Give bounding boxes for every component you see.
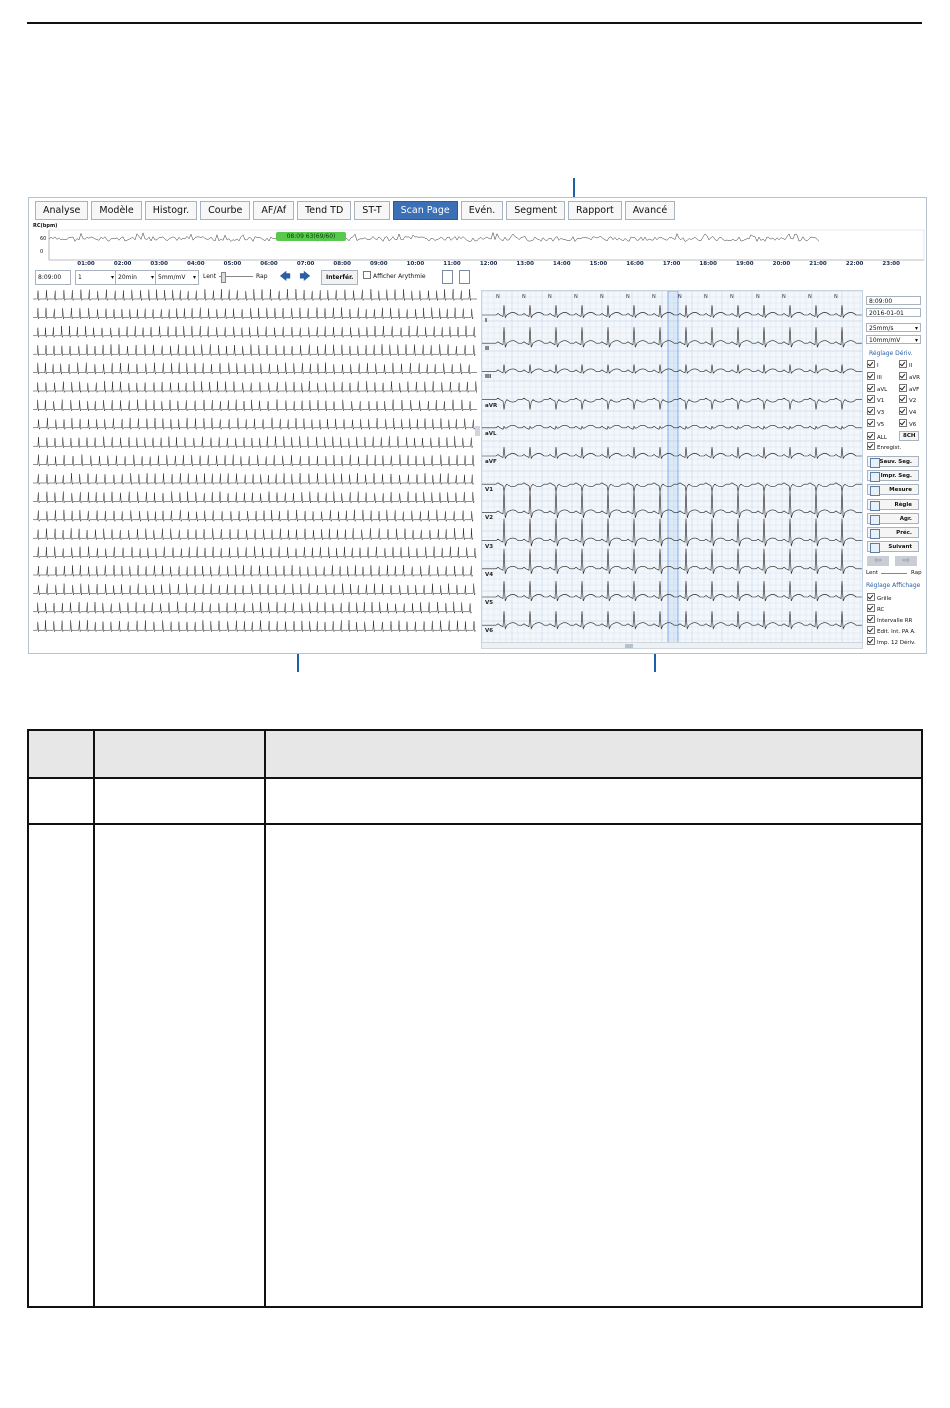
trend-axis-label: RC(bpm) (33, 223, 58, 229)
horizontal-scrollbar[interactable] (481, 642, 863, 649)
time-axis-tick: 18:00 (699, 261, 717, 267)
checkbox-icon (867, 593, 875, 601)
table-row-divider-1 (29, 777, 921, 779)
duration-select[interactable] (115, 270, 157, 285)
side-button-label: Règle (894, 501, 912, 508)
checkbox-icon (899, 419, 907, 427)
checkbox-icon (867, 626, 875, 634)
gain-select[interactable] (155, 270, 199, 285)
tab-af-af[interactable]: AF/Af (253, 201, 294, 220)
checkbox-icon (899, 407, 907, 415)
vertical-scroll-handle[interactable] (475, 426, 480, 436)
time-axis-tick: 07:00 (296, 261, 315, 267)
trend-curve (29, 222, 926, 262)
side-time-value: 8:09:00 (869, 298, 893, 305)
side-button-label: Sauv. Seg. (879, 459, 912, 465)
8ch-button-label: 8CH (903, 433, 916, 439)
ecg-overview-strip (33, 307, 473, 319)
checkbox-icon (867, 419, 875, 427)
time-axis-tick: 01:00 (77, 261, 95, 267)
time-axis-tick: 17:00 (662, 261, 681, 267)
lead-checkbox-v3[interactable] (867, 407, 884, 417)
gain-select-value: 5mm/mV (158, 274, 186, 281)
ecg-overview-panel[interactable] (33, 288, 477, 641)
beat-label: N (704, 294, 708, 300)
chevron-down-icon: ▾ (110, 274, 114, 281)
chevron-down-icon: ▾ (192, 274, 196, 281)
display-checkbox-intervalle-rr[interactable] (867, 615, 912, 625)
side-speed-slider[interactable] (881, 573, 907, 574)
ecg-overview-strip (33, 436, 473, 447)
lead-checkbox-i[interactable] (867, 360, 879, 370)
print-doc-icon[interactable] (459, 270, 470, 284)
lead-label: V6 (485, 628, 494, 635)
display-checkbox-rc[interactable] (867, 604, 884, 614)
trend-cursor-marker[interactable]: 08:09 63(69/60) (276, 232, 346, 241)
time-axis-tick: 05:00 (223, 261, 242, 267)
lead-checkbox-v1[interactable] (867, 395, 884, 405)
lead-label: I (485, 318, 488, 324)
ecg-overview-strip (33, 363, 477, 375)
checkbox-icon (867, 407, 875, 415)
ecg-overview-strip (33, 602, 472, 614)
lead-label: V4 (485, 571, 494, 578)
display-checkbox-edit-int-pa-a-[interactable] (867, 626, 916, 636)
all-leads-checkbox[interactable] (867, 432, 887, 442)
page-top-rule (27, 22, 922, 24)
heart-rate-trend[interactable] (29, 222, 926, 262)
ecg-overview-strip (33, 344, 475, 355)
side-button-pr-c-[interactable] (867, 527, 919, 538)
side-slow-label: Lent (866, 570, 878, 576)
lead-checkbox-label: V4 (909, 410, 917, 417)
beat-label: N (756, 294, 760, 300)
lead-label: aVR (485, 402, 498, 409)
side-button-impr-seg-[interactable] (867, 470, 919, 481)
side-button-label: Suivant (888, 544, 912, 551)
time-axis-tick: 22:00 (845, 261, 864, 267)
slider-thumb[interactable] (221, 272, 226, 283)
checkbox-icon (899, 395, 907, 403)
lead-checkbox-v2[interactable] (899, 395, 916, 405)
beat-label: N (730, 294, 734, 300)
lead-label: V3 (485, 543, 494, 550)
time-axis-tick: 06:00 (260, 261, 278, 267)
ecg-detail-strips (482, 291, 862, 643)
ecg-overview-strip (33, 620, 476, 632)
lead-checkbox-label: V2 (909, 398, 917, 405)
ecg-overview-strip (33, 565, 473, 577)
interference-button[interactable]: Interfér. (321, 270, 358, 285)
lead-checkbox-label: V6 (909, 422, 917, 428)
display-checkbox-grille[interactable] (867, 593, 892, 603)
time-axis-tick: 04:00 (187, 261, 205, 267)
ecg-12-lead-detail-panel[interactable] (481, 290, 863, 644)
time-axis-tick: 09:00 (370, 261, 388, 267)
side-time-field[interactable] (866, 296, 921, 305)
time-axis-tick: 13:00 (516, 261, 534, 267)
checkbox-icon (899, 384, 907, 392)
display-settings-title: Réglage Affichage (866, 582, 921, 589)
speed-slider[interactable] (219, 270, 253, 283)
checkbox-icon (363, 271, 371, 279)
duration-select-value: 20min (118, 274, 137, 281)
lead-label: II (485, 346, 490, 353)
ecg-overview-strip (33, 326, 476, 338)
checkbox-icon (867, 604, 875, 612)
previous-page-icon (870, 529, 880, 539)
next-page-arrow-icon[interactable]: ⇨ (895, 556, 917, 566)
time-axis-tick: 16:00 (626, 261, 644, 267)
display-checkbox-label: Grille (877, 596, 892, 602)
speed-slow-label: Lent (203, 273, 217, 280)
lead-checkbox-label: V3 (877, 410, 885, 417)
scrollbar-thumb[interactable] (625, 644, 633, 648)
display-checkbox-label: Imp. 12 Dériv. (877, 640, 916, 646)
tab-mod-le[interactable]: Modèle (91, 201, 141, 220)
checkbox-icon (867, 395, 875, 403)
time-axis-tick: 10:00 (406, 261, 425, 267)
table-col-divider-2 (264, 731, 266, 1306)
lead-checkbox-avf[interactable] (899, 384, 919, 394)
time-field-value: 8:09:00 (38, 274, 62, 281)
ecg-overview-strips (33, 288, 477, 641)
speed-select-value: 25mm/s (869, 325, 894, 332)
beat-label: N (678, 294, 682, 300)
beat-label: N (600, 294, 604, 300)
record-checkbox[interactable] (867, 442, 901, 452)
tab-analyse[interactable]: Analyse (35, 201, 88, 220)
show-arrhythmia-checkbox[interactable] (363, 270, 426, 283)
checkbox-icon (899, 360, 907, 368)
side-fast-label: Rap (911, 570, 922, 576)
time-axis-tick: 03:00 (150, 261, 168, 267)
ecg-overview-strip (33, 418, 475, 430)
measure-icon (870, 486, 880, 496)
side-date-value: 2016-01-01 (869, 310, 904, 317)
lead-label: aVL (485, 430, 497, 437)
zoom-in-icon (870, 515, 880, 525)
beat-label: N (496, 294, 500, 300)
time-axis-tick: 14:00 (553, 261, 571, 267)
display-checkbox-label: Edit. Int. PA A. (877, 629, 916, 635)
time-field[interactable] (35, 270, 71, 285)
ecg-overview-strip (33, 528, 473, 540)
checkbox-icon (867, 360, 875, 368)
record-label: Enregist. (877, 445, 902, 451)
gain-select-side-value: 10mm/mV (869, 337, 901, 344)
beat-label: N (626, 294, 630, 300)
tab-bar (35, 201, 675, 220)
ecg-overview-strip (33, 289, 477, 300)
lead-checkbox-label: V5 (877, 422, 885, 428)
side-button-label: Agr. (899, 515, 912, 522)
channel-select-value: 1 (78, 274, 82, 281)
print-segment-icon (870, 472, 880, 482)
lead-label: III (485, 374, 492, 381)
time-axis-tick: 08:00 (333, 261, 351, 267)
8ch-button[interactable] (899, 431, 919, 441)
settings-sidebar (863, 294, 925, 651)
time-axis-tick: 20:00 (772, 261, 791, 267)
table-row-divider-2 (29, 823, 921, 825)
time-axis-tick: 19:00 (736, 261, 754, 267)
lead-checkbox-avr[interactable] (899, 372, 920, 382)
lead-checkbox-ii[interactable] (899, 360, 912, 370)
ecg-overview-strip (33, 455, 474, 467)
lead-checkbox-label: I (877, 363, 879, 369)
tab-rapport[interactable]: Rapport (568, 201, 622, 220)
speed-fast-label: Rap (256, 273, 268, 280)
ecg-overview-strip (33, 491, 474, 503)
side-button-r-gle[interactable] (867, 499, 919, 510)
lead-checkbox-v6[interactable] (899, 419, 916, 429)
next-page-icon (870, 543, 880, 553)
beat-label: N (574, 294, 578, 300)
save-segment-icon (870, 458, 880, 468)
chevron-down-icon: ▾ (914, 337, 918, 344)
checkbox-icon (867, 384, 875, 392)
holter-analysis-window (28, 197, 927, 654)
checkbox-icon (867, 432, 875, 440)
ecg-overview-strip (33, 510, 473, 522)
tab-scan-page[interactable]: Scan Page (393, 201, 458, 220)
display-checkbox-imp-12-d-riv-[interactable] (867, 637, 916, 647)
ecg-overview-strip (33, 473, 474, 485)
tab-ev-n-[interactable]: Evén. (461, 201, 504, 220)
ecg-overview-strip (33, 399, 477, 411)
side-button-label: Préc. (896, 530, 912, 536)
time-axis-tick: 12:00 (479, 261, 498, 267)
side-button-label: Mesure (889, 487, 912, 494)
lead-checkbox-iii[interactable] (867, 372, 882, 382)
lead-label: V1 (485, 487, 494, 494)
checkbox-icon (867, 372, 875, 380)
lead-checkbox-v4[interactable] (899, 407, 916, 417)
side-button-sauv-seg-[interactable] (867, 456, 919, 467)
side-button-agr-[interactable] (867, 513, 919, 524)
lead-settings-title: Réglage Dériv. (869, 350, 913, 357)
table-header-row (29, 731, 921, 778)
checkbox-icon (867, 637, 875, 645)
ecg-overview-strip (33, 547, 476, 559)
time-axis-tick: 21:00 (809, 261, 827, 267)
side-button-suivant[interactable] (867, 541, 919, 552)
tab-histogr-[interactable]: Histogr. (145, 201, 197, 220)
beat-label: N (652, 294, 656, 300)
lead-checkbox-label: III (877, 374, 882, 381)
overview-toolbar (29, 270, 481, 284)
export-doc-icon[interactable] (442, 270, 453, 284)
table-col-divider-1 (93, 731, 95, 1306)
checkbox-icon (867, 442, 875, 450)
arrow-right-icon[interactable]: 🡆 (299, 270, 311, 283)
beat-label: N (808, 294, 812, 300)
lead-checkbox-label: aVR (909, 374, 920, 381)
beat-label: N (782, 294, 786, 300)
lead-label: V2 (485, 515, 494, 522)
tab-courbe[interactable]: Courbe (200, 201, 250, 220)
description-table (27, 729, 923, 1308)
chevron-down-icon: ▾ (150, 274, 154, 281)
side-button-label: Impr. Seg. (880, 473, 912, 480)
arrow-left-icon[interactable]: 🡄 (279, 270, 291, 283)
prev-page-arrow-icon[interactable]: ⇦ (867, 556, 889, 566)
ecg-overview-strip (33, 381, 477, 393)
time-axis-tick: 23:00 (882, 261, 900, 267)
chevron-down-icon: ▾ (914, 325, 918, 332)
tab-segment[interactable]: Segment (506, 201, 565, 220)
beat-label: N (522, 294, 526, 300)
tab-avanc-[interactable]: Avancé (625, 201, 675, 220)
lead-checkbox-label: aVF (909, 386, 920, 393)
display-checkbox-label: RC (877, 607, 885, 613)
show-arrhythmia-label: Afficher Arythmie (373, 273, 426, 280)
ruler-icon (870, 501, 880, 511)
time-axis-tick: 02:00 (113, 261, 132, 267)
lead-checkbox-label: II (909, 363, 913, 369)
lead-checkbox-avl[interactable] (867, 384, 887, 394)
lead-label: V5 (485, 600, 494, 606)
lead-checkbox-label: aVL (877, 386, 888, 393)
speed-select[interactable] (866, 323, 921, 332)
selection-cursor[interactable] (668, 291, 678, 643)
tab-st-t[interactable]: ST-T (354, 201, 389, 220)
time-axis-tick: 15:00 (589, 261, 608, 267)
time-axis-tick: 11:00 (443, 261, 461, 267)
all-leads-label: ALL (877, 435, 887, 441)
lead-label: aVF (485, 459, 497, 465)
display-checkbox-label: Intervalle RR (877, 618, 913, 624)
side-button-mesure[interactable] (867, 484, 919, 495)
beat-label: N (548, 294, 552, 300)
trend-tick-low: 0 (40, 249, 44, 255)
trend-tick-high: 60 (40, 236, 47, 242)
side-date-field[interactable] (866, 308, 921, 317)
beat-label: N (834, 294, 838, 300)
channel-select[interactable] (75, 270, 117, 285)
checkbox-icon (867, 615, 875, 623)
gain-select-side[interactable] (866, 335, 921, 344)
lead-checkbox-label: V1 (877, 398, 885, 405)
checkbox-icon (899, 372, 907, 380)
tab-tend-td[interactable]: Tend TD (297, 201, 351, 220)
lead-checkbox-v5[interactable] (867, 419, 884, 429)
ecg-overview-strip (33, 583, 475, 595)
time-axis (69, 261, 927, 269)
